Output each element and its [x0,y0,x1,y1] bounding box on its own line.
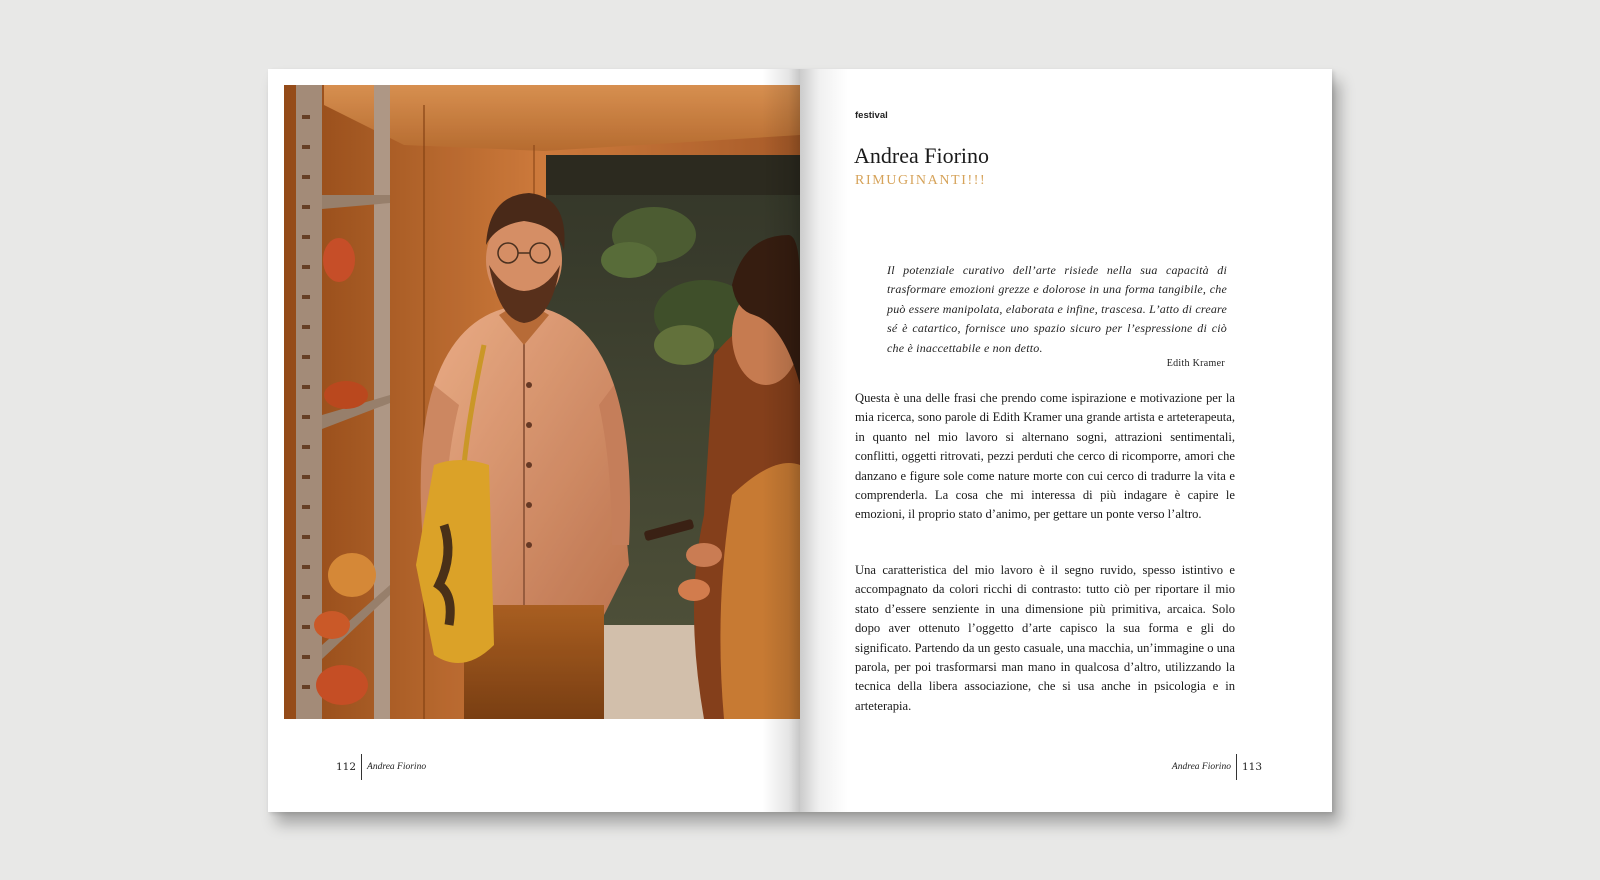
quote-attribution: Edith Kramer [1166,358,1225,369]
article-subtitle: RIMUGINANTI!!! [855,173,987,188]
epigraph-quote: Il potenziale curativo dell’arte risiede nella sua capacità di trasformare emozioni grezze e dolorose in una forma tangibile, che può essere manipolata, elaborata e infine, trascesa. L’atto di creare sé è catartico, fornisce uno spazio sicuro per l’espressione di ciò che è inaccettabile e non detto. [887,263,1227,355]
right-page [800,69,1332,812]
body-paragraph-2: Una caratteristica del mio lavoro è il segno ruvido, spesso istintivo e accompagnato da colori ricchi di contrasto: tutto ciò per riportare il mio stato d’essere senziente in una dimensione più primitiva, arcaica. Solo dopo aver ottenuto l’oggetto d’arte capisco la sua forma e gli do significato. Partendo da un gesto casuale, una macchia, un’immagine o una parola, per poi trasformarsi man mano in qualcosa d’altro, utilizzando la tecnica della libera associazione, che si usa anche in psicologia e in arteterapia. [855,563,1235,713]
page-number-right: 113 [1241,761,1262,773]
running-head-left: Andrea Fiorino [367,762,427,772]
gutter-shadow-right [800,69,848,812]
article-title: Andrea Fiorino [854,143,990,168]
portrait-photo [284,85,800,719]
section-tag: festival [855,110,888,121]
right-folio [1172,754,1262,780]
folio-divider [1236,754,1237,780]
running-head-right: Andrea Fiorino [1171,762,1231,772]
folio-divider [361,754,362,780]
left-folio [336,754,426,780]
left-page [268,69,800,812]
body-paragraph-1: Questa è una delle frasi che prendo come ispirazione e motivazione per la mia ricerca, sono parole di Edith Kramer una grande artista e arteterapeuta, in quanto nel mio lavoro si alternano sogni, attrazioni sentimentali, conflitti, oggetti ritrovati, pezzi perduti che cerco di ricomporre, amori che danzano e figure sole come nature morte con cui cerco di tradurre la vita e comprenderla. La cosa che mi interessa di più indagare è capire le emozioni, il proprio stato d’animo, per gettare un ponte verso l’altro. [855,391,1235,522]
page-number-left: 112 [336,761,357,773]
book-spread [268,69,1332,812]
